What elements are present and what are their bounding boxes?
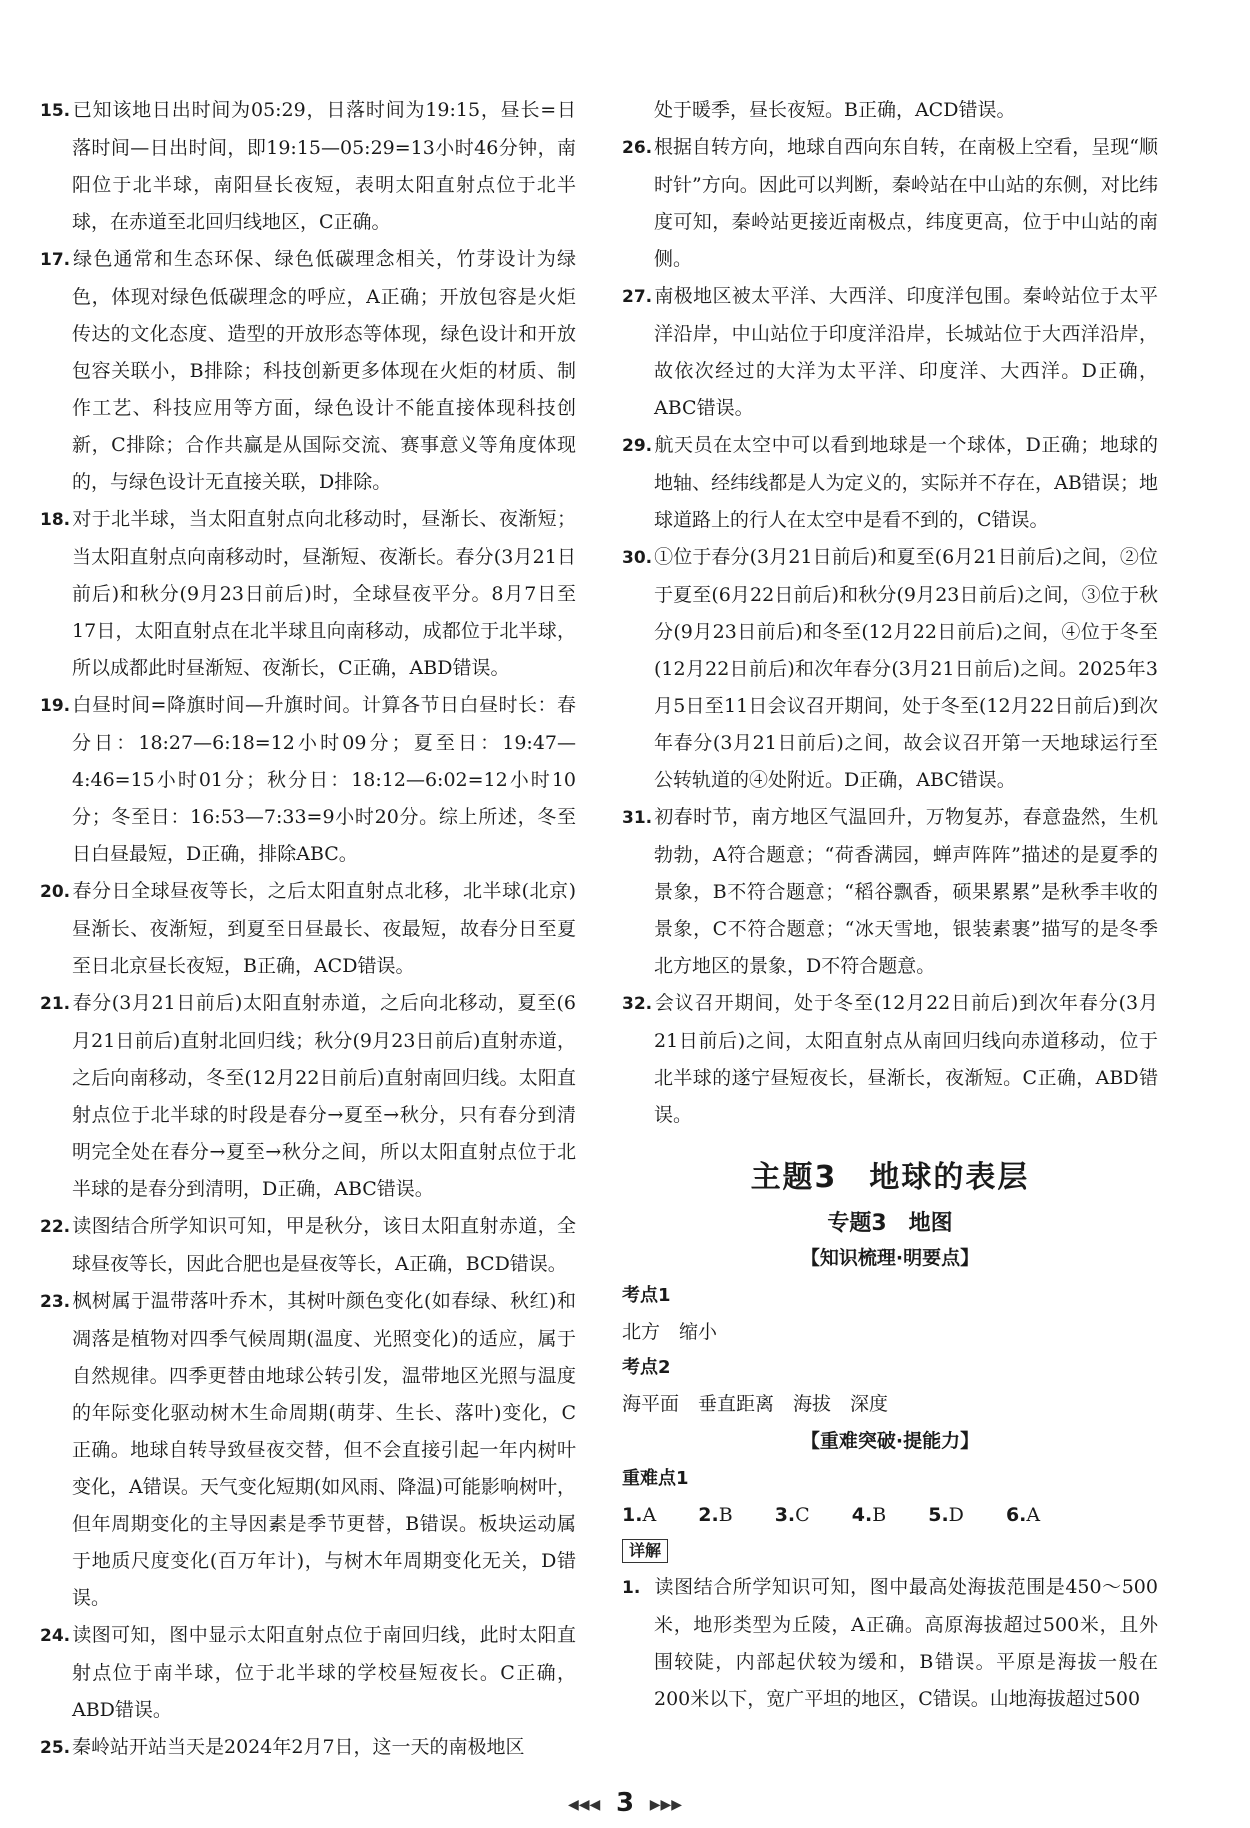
detail-item-1 [622,1569,1158,1718]
point1-label: 考点1 [622,1285,671,1306]
left-column [40,92,576,1767]
answer-item-15 [40,92,576,241]
answer-key-4: 4.B [851,1504,887,1526]
answer-key-3: 3.C [774,1504,810,1526]
answer-item-27 [622,278,1158,427]
answer-key-row [622,1497,1158,1533]
item-text: 绿色通常和生态环保、绿色低碳理念相关，竹芽设计为绿色，体现对绿色低碳理念的呼应，A正确；开放包容是火炬传达的文化态度、造型的开放形态等体现，绿色设计和开放包容关联小，B排除；科技创新更多体现在火炬的材质、制作工艺、科技应用等方面，绿色设计不能直接体现科技创新，C排除；合作共赢是从国际交流、赛事意义等角度体现的，与绿色设计无直接关联，D排除。 [72,248,576,493]
item-number: 30. [622,548,653,568]
item-number: 18. [40,510,71,530]
item-text: 春分(3月21日前后)太阳直射赤道，之后向北移动，夏至(6月21日前后)直射北回归线；秋分(9月23日前后)直射赤道，之后向南移动，冬至(12月22日前后)直射南回归线。太阳直射点位于北半球的时段是春分→夏至→秋分，只有春分到清明完全处在春分→夏至→秋分之间，所以太阳直射点位于北半球的是春分到清明，D正确，ABC错误。 [72,992,576,1200]
right-arrows-icon: ▶▶▶ [649,1797,683,1813]
answer-item-26 [622,129,1158,278]
point2-answer: 海平面 垂直距离 海拔 深度 [622,1393,889,1415]
answer-item-29 [622,427,1158,539]
difficult1-label: 重难点1 [622,1468,689,1489]
item-text: 读图可知，图中显示太阳直射点位于南回归线，此时太阳直射点位于南半球，位于北半球的学校昼短夜长。C正确，ABD错误。 [72,1624,576,1721]
answer-key-6: 6.A [1005,1504,1041,1526]
item-number: 26. [622,138,653,158]
item-text: 已知该地日出时间为05:29，日落时间为19:15，昼长=日落时间—日出时间，即19:15—05:29=13小时46分钟，南阳位于北半球，南阳昼长夜短，表明太阳直射点位于北半球，在赤道至北回归线地区，C正确。 [72,99,576,233]
item-number: 31. [622,808,653,828]
item-text: 读图结合所学知识可知，图中最高处海拔范围是450～500米，地形类型为丘陵，A正确。高原海拔超过500米，且外围较陡，内部起伏较为缓和，B错误。平原是海拔一般在200米以下，宽广平坦的地区，C错误。山地海拔超过500 [654,1576,1158,1710]
answer-key-2: 2.B [698,1504,733,1526]
item-number: 15. [40,101,71,121]
topic-title: 专题3 地图 [827,1211,953,1236]
item-text: 春分日全球昼夜等长，之后太阳直射点北移，北半球(北京)昼渐长、夜渐短，到夏至日昼最长、夜最短，故春分日至夏至日北京昼长夜短，B正确，ACD错误。 [72,880,576,977]
answer-item-31 [622,799,1158,985]
item-number: 1. [622,1578,641,1598]
item-number: 20. [40,882,71,902]
item-number: 19. [40,696,71,716]
answer-item-32 [622,985,1158,1134]
answer-item-17 [40,241,576,501]
item-text: 读图结合所学知识可知，甲是秋分，该日太阳直射赤道，全球昼夜等长，因此合肥也是昼夜等长，A正确，BCD错误。 [72,1215,576,1275]
answer-item-30 [622,539,1158,799]
answer-item-19 [40,687,576,873]
item-text: 对于北半球，当太阳直射点向北移动时，昼渐长、夜渐短；当太阳直射点向南移动时，昼渐短、夜渐长。春分(3月21日前后)和秋分(9月23日前后)时，全球昼夜平分。8月7日至17日，太阳直射点在北半球且向南移动，成都位于北半球，所以成都此时昼渐短、夜渐长，C正确，ABD错误。 [72,508,576,679]
item-text: 航天员在太空中可以看到地球是一个球体，D正确；地球的地轴、经纬线都是人为定义的，实际并不存在，AB错误；地球道路上的行人在太空中是看不到的，C错误。 [654,434,1158,531]
answer-item-24 [40,1617,576,1729]
right-column [622,92,1158,1718]
item-text: 白昼时间=降旗时间—升旗时间。计算各节日白昼时长：春分日：18:27—6:18=12小时09分；夏至日：19:47—4:46=15小时01分；秋分日：18:12—6:02=12小时10分；冬至日：16:53—7:33=9小时20分。综上所述，冬至日白昼最短，D正确，排除ABC。 [72,694,576,865]
item-number: 29. [622,436,653,456]
answer-item-25-continued: 处于暖季，昼长夜短。B正确，ACD错误。 [654,99,1016,121]
left-arrows-icon: ◀◀◀ [567,1797,601,1813]
answer-key-1: 1.A [622,1504,657,1526]
item-number: 22. [40,1217,71,1237]
answer-item-22 [40,1208,576,1283]
point1-answer: 北方 缩小 [622,1321,718,1343]
answer-item-21 [40,985,576,1208]
theme-title: 主题3 地球的表层 [750,1160,1030,1195]
item-number: 21. [40,994,71,1014]
answer-key-5: 5.D [928,1504,964,1526]
answer-item-23 [40,1283,576,1617]
point2-label: 考点2 [622,1357,671,1378]
item-text: 秦岭站开站当天是2024年2月7日，这一天的南极地区 [72,1736,525,1758]
item-number: 23. [40,1292,71,1312]
item-text: 南极地区被太平洋、大西洋、印度洋包围。秦岭站位于太平洋沿岸，中山站位于印度洋沿岸，长城站位于大西洋沿岸，故依次经过的大洋为太平洋、印度洋、大西洋。D正确，ABC错误。 [654,285,1158,419]
item-number: 27. [622,287,653,307]
item-text: 根据自转方向，地球自西向东自转，在南极上空看，呈现“顺时针”方向。因此可以判断，秦岭站在中山站的东侧，对比纬度可知，秦岭站更接近南极点，纬度更高，位于中山站的南侧。 [654,136,1158,270]
item-number: 17. [40,250,71,270]
page-number: 3 [615,1788,635,1818]
item-number: 32. [622,994,653,1014]
knowledge-header: 【知识梳理·明要点】 [800,1247,980,1269]
page-footer [0,1788,1250,1818]
answer-item-25 [40,1729,576,1767]
item-text: 会议召开期间，处于冬至(12月22日前后)到次年春分(3月21日前后)之间，太阳直射点从南回归线向赤道移动，位于北半球的遂宁昼短夜长，昼渐长，夜渐短。C正确，ABD错误。 [654,992,1158,1126]
difficult-header: 【重难突破·提能力】 [800,1430,980,1452]
item-text: 枫树属于温带落叶乔木，其树叶颜色变化(如春绿、秋红)和凋落是植物对四季气候周期(温度、光照变化)的适应，属于自然规律。四季更替由地球公转引发，温带地区光照与温度的年际变化驱动树木生命周期(萌芽、生长、落叶)变化，C正确。地球自转导致昼夜交替，但不会直接引起一年内树叶变化，A错误。天气变化短期(如风雨、降温)可能影响树叶，但年周期变化的主导因素是季节更替，B错误。板块运动属于地质尺度变化(百万年计)，与树木年周期变化无关，D错误。 [72,1290,576,1609]
answer-item-20 [40,873,576,985]
item-text: 初春时节，南方地区气温回升，万物复苏，春意盎然，生机勃勃，A符合题意；“荷香满园，蝉声阵阵”描述的是夏季的景象，B不符合题意；“稻谷飘香，硕果累累”是秋季丰收的景象，C不符合题意；“冰天雪地，银装素裹”描写的是冬季北方地区的景象，D不符合题意。 [654,806,1158,977]
detail-tag: 详解 [622,1539,668,1563]
item-text: ①位于春分(3月21日前后)和夏至(6月21日前后)之间，②位于夏至(6月22日前后)和秋分(9月23日前后)之间，③位于秋分(9月23日前后)和冬至(12月22日前后)之间，④位于冬至(12月22日前后)和次年春分(3月21日前后)之间。2025年3月5日至11日会议召开期间，处于冬至(12月22日前后)到次年春分(3月21日前后)之间，故会议召开第一天地球运行至公转轨道的④处附近。D正确，ABC错误。 [654,546,1158,791]
item-number: 25. [40,1738,71,1758]
item-number: 24. [40,1626,71,1646]
answer-item-18 [40,501,576,687]
